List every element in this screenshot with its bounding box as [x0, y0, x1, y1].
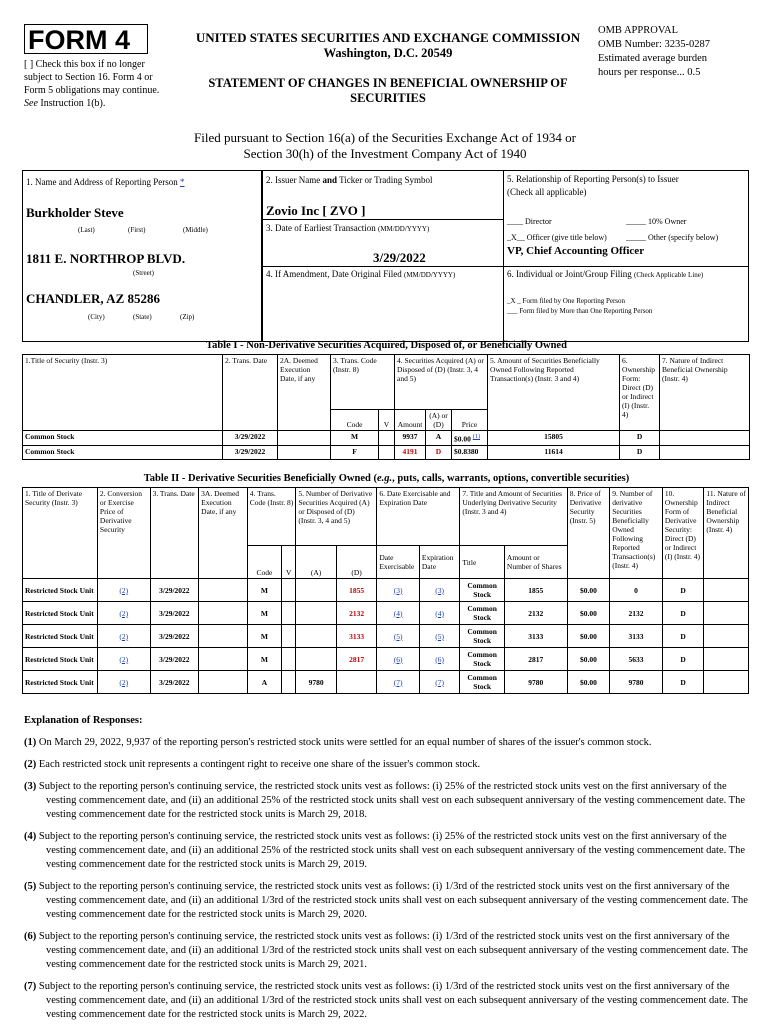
box-earliest-date: 3. Date of Earliest Transaction (MM/DD/YYYY) 3/29/2022: [262, 219, 504, 267]
t2-cell-dex[interactable]: (7): [377, 671, 420, 694]
t2-cell-dex[interactable]: (3): [377, 579, 420, 602]
explanation-note: (6) Subject to the reporting person's continuing service, the restricted stock units vest as follows: (i) 1/3rd of the restricted stock units vest on the first anniversary of the vesting commencement date, and (ii) an additional 1/3rd of the restricted stock units shall vest on each subsequent anniversary of the vesting commencement date. The vesting commencement date for the restricted stock units is March 29, 2021.: [24, 931, 748, 970]
t1-h-nature: 7. Nature of Indirect Beneficial Ownership (Instr. 4): [660, 355, 750, 431]
checkbox-note: [ ] Check this box if no longer subject to Section 16. Form 4 or Form 5 obligations may continue. See Instruction 1(b).: [24, 59, 160, 109]
t2-cell-exp[interactable]: (3): [419, 579, 460, 602]
t2-cell-d: [336, 671, 377, 694]
director-line: ____ Director: [507, 217, 552, 226]
footnote-link[interactable]: (1): [472, 433, 481, 440]
t2-cell-title: Restricted Stock Unit: [23, 625, 98, 648]
t2-h-title: 1. Title of Derivate Security (Instr. 3): [23, 488, 98, 579]
t2-h-price: 8. Price of Derivative Security (Instr. 5): [567, 488, 610, 579]
explanation-note: (3) Subject to the reporting person's continuing service, the restricted stock units vest as follows: (i) 25% of the restricted stock units vest on the first anniversary of the vesting commencement date, and (ii) an additional 25% of the restricted stock units shall vest on each subsequent anniversary of the vesting commencement date. The vesting commencement date for the restricted stock units is March 29, 2018.: [24, 781, 746, 820]
earliest-date-value: 3/29/2022: [373, 250, 426, 265]
t1-sub-aord: (A) or (D): [426, 410, 452, 431]
t2-cell-d: 2132: [336, 602, 377, 625]
agency-city: Washington, D.C. 20549: [323, 46, 453, 60]
t2-cell-a: [296, 579, 337, 602]
t2-cell-price: $0.00: [567, 671, 610, 694]
t2-h-conversion: 2. Conversion or Exercise Price of Derivative Security: [97, 488, 150, 579]
t2-h-date: 3. Trans. Date: [150, 488, 199, 579]
t2-sub-code: Code: [247, 546, 281, 579]
t2-cell-price: $0.00: [567, 602, 610, 625]
t2-cell-utitle: Common Stock: [460, 648, 505, 671]
t2-h-ownership: 10. Ownership Form of Derivative Security: Direct (D) or Indirect (I) (Instr. 4): [662, 488, 704, 579]
t2-cell-a: [296, 602, 337, 625]
t2-h-owned: 9. Number of derivative Securities Beneficially Owned Following Reported Transaction(s) (Instr. 4): [610, 488, 663, 579]
box-filing: 6. Individual or Joint/Group Filing (Check Applicable Line) _X _ Form filed by One Reporting Person ___ Form filed by More than One Reporting Person: [503, 266, 749, 342]
explanation-note: (2) Each restricted stock unit represents a contingent right to receive one share of the issuer's common stock.: [24, 759, 481, 770]
t2-sub-shares: Amount or Number of Shares: [504, 546, 567, 579]
t2-h-code: 4. Trans. Code (Instr. 8): [247, 488, 296, 546]
explanation-heading: Explanation of Responses:: [24, 715, 143, 726]
t2-cell-title: Restricted Stock Unit: [23, 579, 98, 602]
filed-pursuant: Filed pursuant to Section 16(a) of the Securities Exchange Act of 1934 or Section 30(h) of the Investment Company Act of 1940: [194, 130, 576, 161]
table2: [22, 487, 749, 694]
table-row: Common Stock 3/29/2022 F 4191 D $0.8380 11614 D: [23, 445, 750, 459]
explanation-note: (7) Subject to the reporting person's continuing service, the restricted stock units vest as follows: (i) 1/3rd of the restricted stock units vest on the first anniversary of the vesting commencement date, and (ii) an additional 1/3rd of the restricted stock units shall vest on each subsequent anniversary of the vesting commencement date. The vesting commencement date for the restricted stock units is March 29, 2022.: [24, 981, 748, 1020]
t2-cell-dex[interactable]: (4): [377, 602, 420, 625]
t2-h-exercisable: 6. Date Exercisable and Expiration Date: [377, 488, 460, 546]
street-label: (Street): [133, 269, 154, 277]
t1-sub-amount: Amount: [395, 410, 426, 431]
t2-cell-conv[interactable]: (2): [97, 648, 150, 671]
table-row: Common Stock 3/29/2022 M 9937 A $0.00 $^{(1)}$ 15805 D: [23, 431, 750, 446]
t2-sub-date-ex: Date Exercisable: [377, 546, 420, 579]
city-label: (City): [88, 313, 105, 321]
table2-title: Table II - Derivative Securities Beneficially Owned (e.g., puts, calls, warrants, options, convertible securities): [143, 473, 630, 484]
more-persons-line: ___ Form filed by More than One Reporting Person: [507, 307, 653, 315]
one-person-line: _X _ Form filed by One Reporting Person: [507, 297, 626, 305]
t2-cell-price: $0.00: [567, 648, 610, 671]
first-label: (First): [128, 226, 146, 234]
t1-sub-price: Price: [452, 410, 488, 431]
t2-cell-date: 3/29/2022: [150, 648, 199, 671]
t1-h-ownership: 6. Ownership Form: Direct (D) or Indirect (I) (Instr. 4): [620, 355, 660, 431]
t2-cell-owned: 9780: [610, 671, 663, 694]
explanation-note: (4) Subject to the reporting person's continuing service, the restricted stock units vest as follows: (i) 25% of the restricted stock units vest on the first anniversary of the vesting commencement date, and (ii) an additional 25% of the restricted stock units shall vest on each subsequent anniversary of the vesting commencement date. The vesting commencement date for the restricted stock units is March 29, 2019.: [24, 831, 746, 870]
box-amendment: 4. If Amendment, Date Original Filed (MM/DD/YYYY): [262, 266, 504, 342]
t2-cell-conv[interactable]: (2): [97, 579, 150, 602]
t2-cell-dex[interactable]: (6): [377, 648, 420, 671]
t2-cell-date: 3/29/2022: [150, 625, 199, 648]
t2-cell-price: $0.00: [567, 625, 610, 648]
table-row: [23, 648, 749, 671]
zip-label: (Zip): [180, 313, 195, 321]
t2-cell-ushares: 9780: [504, 671, 567, 694]
t2-cell-ushares: 2132: [504, 602, 567, 625]
t2-cell-ushares: 3133: [504, 625, 567, 648]
city-value: CHANDLER, AZ 85286: [26, 291, 160, 306]
t2-cell-ushares: 1855: [504, 579, 567, 602]
t2-cell-a: 9780: [296, 671, 337, 694]
issuer-value: Zovio Inc [ ZVO ]: [266, 203, 366, 218]
omb-box: OMB APPROVAL OMB Number: 3235-0287 Estimated average burden hours per response... 0.5: [598, 25, 710, 78]
box-relationship: 5. Relationship of Reporting Person(s) to Issuer (Check all applicable) ____ Director _____ 10% Owner _X__ Officer (give title below) _____ Other (specify below) VP, Chief Accounting Officer: [503, 170, 749, 267]
street-value: 1811 E. NORTHROP BLVD.: [26, 251, 186, 266]
t2-cell-form: D: [662, 602, 704, 625]
officer-title: VP, Chief Accounting Officer: [507, 245, 645, 257]
box-reporting-person: 1. Name and Address of Reporting Person * Burkholder Steve (Last) (First) (Middle) 1811 E. NORTHROP BLVD. (Street) CHANDLER, AZ 85286 (City) (State) (Zip): [22, 170, 262, 342]
t2-cell-owned: 5633: [610, 648, 663, 671]
t2-cell-utitle: Common Stock: [460, 579, 505, 602]
statement-title: STATEMENT OF CHANGES IN BENEFICIAL OWNERSHIP OF SECURITIES: [208, 76, 568, 105]
t2-cell-title: Restricted Stock Unit: [23, 648, 98, 671]
t2-cell-exp[interactable]: (4): [419, 602, 460, 625]
t2-cell-form: D: [662, 671, 704, 694]
t1-h-deemed: 2A. Deemed Execution Date, if any: [278, 355, 331, 431]
t2-cell-price: $0.00: [567, 579, 610, 602]
t2-cell-date: 3/29/2022: [150, 579, 199, 602]
t1-h-amount-owned: 5. Amount of Securities Beneficially Owned Following Reported Transaction(s) (Instr. 3 and 4): [488, 355, 620, 431]
form-title: FORM 4: [24, 24, 148, 54]
state-label: (State): [133, 313, 152, 321]
t2-cell-owned: 2132: [610, 602, 663, 625]
t1-h-code: 3. Trans. Code (Instr. 8): [331, 355, 395, 410]
table-row: [23, 671, 749, 694]
t2-cell-exp[interactable]: (7): [419, 671, 460, 694]
t2-cell-code: A: [247, 671, 281, 694]
t2-sub-v: V: [282, 546, 296, 579]
t1-sub-code: Code: [331, 410, 379, 431]
t2-cell-code: M: [247, 625, 281, 648]
t2-cell-a: [296, 648, 337, 671]
table-row: [23, 602, 749, 625]
officer-line: _X__ Officer (give title below): [507, 233, 607, 242]
ten-pct-line: _____ 10% Owner: [626, 217, 687, 226]
t2-cell-utitle: Common Stock: [460, 602, 505, 625]
t2-cell-owned: 3133: [610, 625, 663, 648]
agency-name: UNITED STATES SECURITIES AND EXCHANGE COMMISSION: [195, 30, 581, 45]
t2-cell-exp[interactable]: (6): [419, 648, 460, 671]
t2-cell-code: M: [247, 579, 281, 602]
t2-sub-exp: Expiration Date: [419, 546, 460, 579]
t2-cell-form: D: [662, 648, 704, 671]
t2-cell-conv[interactable]: (2): [97, 602, 150, 625]
t2-cell-a: [296, 625, 337, 648]
last-label: (Last): [78, 226, 95, 234]
explanation-note: (1) On March 29, 2022, 9,937 of the reporting person's restricted stock units were settled for an equal number of shares of the issuer's common stock.: [24, 737, 652, 748]
t2-cell-conv[interactable]: (2): [97, 625, 150, 648]
t1-h-acquired: 4. Securities Acquired (A) or Disposed of (D) (Instr. 3, 4 and 5): [395, 355, 488, 410]
t2-cell-title: Restricted Stock Unit: [23, 671, 98, 694]
explanation-section: [24, 714, 749, 1030]
t2-cell-dex[interactable]: (5): [377, 625, 420, 648]
footnote-link[interactable]: *: [179, 177, 185, 187]
t2-h-deemed: 3A. Deemed Execution Date, if any: [199, 488, 248, 579]
t2-sub-d: (D): [336, 546, 377, 579]
t2-cell-d: 1855: [336, 579, 377, 602]
explanation-note: (5) Subject to the reporting person's continuing service, the restricted stock units vest as follows: (i) 1/3rd of the restricted stock units vest on the first anniversary of the vesting commencement date, and (ii) an additional 1/3rd of the restricted stock units shall vest on each subsequent anniversary of the vesting commencement date. The vesting commencement date for the restricted stock units is March 29, 2020.: [24, 881, 748, 920]
t2-cell-conv[interactable]: (2): [97, 671, 150, 694]
box-issuer: 2. Issuer Name and Ticker or Trading Symbol Zovio Inc [ ZVO ]: [262, 170, 504, 220]
t2-cell-exp[interactable]: (5): [419, 625, 460, 648]
t1-h-title: 1.Title of Security (Instr. 3): [23, 355, 223, 431]
t2-cell-d: 3133: [336, 625, 377, 648]
other-line: _____ Other (specify below): [626, 233, 719, 242]
t2-cell-code: M: [247, 602, 281, 625]
t2-cell-form: D: [662, 625, 704, 648]
t2-cell-utitle: Common Stock: [460, 625, 505, 648]
t2-h-nature: 11. Nature of Indirect Beneficial Ownership (Instr. 4): [704, 488, 749, 579]
t2-cell-owned: 0: [610, 579, 663, 602]
table-row: [23, 579, 749, 602]
table1: [22, 354, 750, 460]
t2-cell-date: 3/29/2022: [150, 671, 199, 694]
table-row: [23, 625, 749, 648]
t2-cell-title: Restricted Stock Unit: [23, 602, 98, 625]
middle-label: (Middle): [183, 226, 208, 234]
t2-cell-date: 3/29/2022: [150, 602, 199, 625]
t2-h-number: 5. Number of Derivative Securities Acquired (A) or Disposed of (D) (Instr. 3, 4 and 5): [296, 488, 377, 546]
t1-sub-v: V: [379, 410, 395, 431]
t2-sub-title: Title: [460, 546, 505, 579]
t2-cell-form: D: [662, 579, 704, 602]
t2-cell-code: M: [247, 648, 281, 671]
t1-h-date: 2. Trans. Date: [223, 355, 278, 431]
person-name: Burkholder Steve: [26, 205, 124, 220]
t2-cell-d: 2817: [336, 648, 377, 671]
t2-h-underlying: 7. Title and Amount of Securities Underlying Derivative Security (Instr. 3 and 4): [460, 488, 567, 546]
t2-cell-utitle: Common Stock: [460, 671, 505, 694]
t2-cell-ushares: 2817: [504, 648, 567, 671]
t2-sub-a: (A): [296, 546, 337, 579]
table1-title: Table I - Non-Derivative Securities Acquired, Disposed of, or Beneficially Owned: [206, 340, 567, 351]
